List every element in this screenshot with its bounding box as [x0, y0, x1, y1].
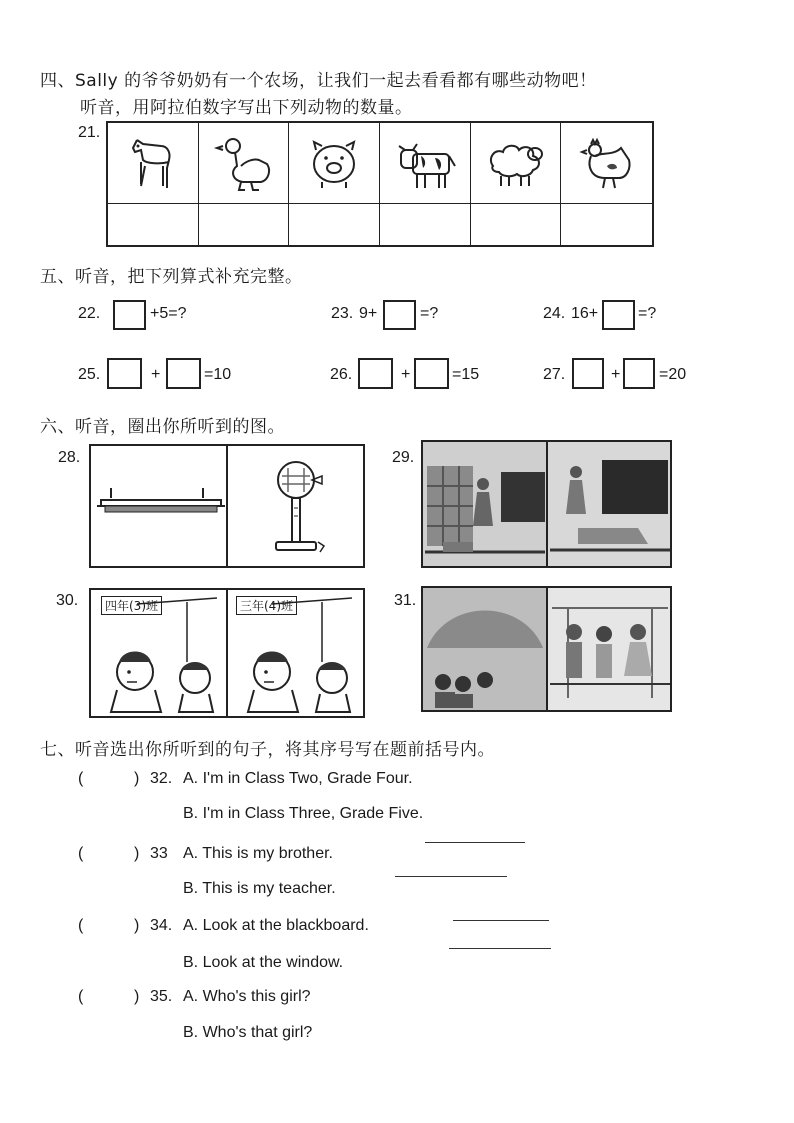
plus-sign-26: +: [401, 366, 411, 383]
picture-28-fluorescent-lamp[interactable]: [91, 446, 226, 566]
picture-28-fan[interactable]: [226, 446, 363, 566]
picture-29-girl-at-window[interactable]: [423, 442, 546, 566]
picture-pair-28: [89, 444, 365, 568]
picture-pair-30: [89, 588, 365, 718]
answer-box-22[interactable]: [113, 300, 146, 330]
sheep-icon: [471, 123, 562, 204]
section-4-instruction: 听音，用阿拉伯数字写出下列动物的数量。: [80, 98, 413, 118]
picture-31-group-in-room[interactable]: [423, 588, 546, 710]
equation-24-head: 16+: [571, 305, 599, 322]
question-number-35: 35.: [150, 988, 173, 1005]
equation-27-tail: =20: [659, 366, 687, 383]
answer-box-25b[interactable]: [166, 358, 201, 389]
picture-31-three-children[interactable]: [546, 588, 671, 710]
picture-29-girl-at-blackboard[interactable]: [546, 442, 671, 566]
answer-paren-open-35[interactable]: (: [78, 988, 84, 1005]
option-32-b: B. I'm in Class Three, Grade Five.: [183, 805, 424, 822]
option-33-b: B. This is my teacher.: [183, 880, 336, 897]
answer-box-23[interactable]: [383, 300, 416, 330]
underline-mark: [425, 842, 525, 843]
section-6-title: 六、听音，圈出你所听到的图。: [40, 417, 285, 437]
section-5-title: 五、听音，把下列算式补充完整。: [40, 267, 303, 287]
question-number-32: 32.: [150, 770, 173, 787]
option-34-b: B. Look at the window.: [183, 954, 344, 971]
answer-paren-close-33[interactable]: ): [134, 845, 140, 862]
picture-pair-31: [421, 586, 672, 712]
question-number-33: 33: [150, 845, 168, 862]
answer-cell-horse[interactable]: [108, 204, 199, 245]
option-35-b: B. Who's that girl?: [183, 1024, 313, 1041]
class-sign-left: 四年(3)班: [101, 596, 162, 615]
question-number-31: 31.: [394, 592, 417, 609]
underline-mark: [453, 920, 549, 921]
question-number-21: 21.: [78, 124, 101, 141]
cow-icon: [380, 123, 471, 204]
horse-icon: [108, 123, 199, 204]
underline-mark: [449, 948, 551, 949]
question-number-24: 24.: [543, 305, 566, 322]
option-34-a: A. Look at the blackboard.: [183, 917, 369, 934]
option-32-a: A. I'm in Class Two, Grade Four.: [183, 770, 413, 787]
equation-23-tail: =?: [420, 305, 439, 322]
answer-paren-close-35[interactable]: ): [134, 988, 140, 1005]
question-number-28: 28.: [58, 449, 81, 466]
equation-25-tail: =10: [204, 366, 232, 383]
question-number-29: 29.: [392, 449, 415, 466]
class-sign-right: 三年(4)班: [236, 596, 297, 615]
answer-paren-open-33[interactable]: (: [78, 845, 84, 862]
pig-icon: [289, 123, 380, 204]
picture-30-class-sign-b[interactable]: [226, 590, 363, 716]
option-33-a: A. This is my brother.: [183, 845, 333, 862]
question-number-30: 30.: [56, 592, 79, 609]
picture-pair-29: [421, 440, 672, 568]
question-number-34: 34.: [150, 917, 173, 934]
picture-30-class-sign-a[interactable]: [91, 590, 226, 716]
question-number-23: 23.: [331, 305, 354, 322]
section-4-title: 四、Sally 的爷爷奶奶有一个农场，让我们一起去看看都有哪些动物吧！: [40, 71, 597, 91]
equation-24-tail: =?: [638, 305, 657, 322]
animal-count-table: [106, 121, 654, 247]
answer-paren-close-34[interactable]: ): [134, 917, 140, 934]
answer-cell-duck[interactable]: [199, 204, 290, 245]
answer-cell-pig[interactable]: [289, 204, 380, 245]
answer-paren-close-32[interactable]: ): [134, 770, 140, 787]
answer-paren-open-32[interactable]: (: [78, 770, 84, 787]
answer-paren-open-34[interactable]: (: [78, 917, 84, 934]
answer-box-24[interactable]: [602, 300, 635, 330]
hen-icon: [561, 123, 652, 204]
plus-sign-27: +: [611, 366, 621, 383]
answer-box-26b[interactable]: [414, 358, 449, 389]
answer-box-27a[interactable]: [572, 358, 604, 389]
answer-box-27b[interactable]: [623, 358, 655, 389]
answer-box-26a[interactable]: [358, 358, 393, 389]
option-35-a: A. Who's this girl?: [183, 988, 311, 1005]
question-number-27: 27.: [543, 366, 566, 383]
question-number-25: 25.: [78, 366, 101, 383]
underline-mark: [395, 876, 507, 877]
duck-icon: [199, 123, 290, 204]
answer-cell-sheep[interactable]: [471, 204, 562, 245]
equation-22-tail: +5=?: [150, 305, 187, 322]
answer-box-25a[interactable]: [107, 358, 142, 389]
question-number-22: 22.: [78, 305, 101, 322]
plus-sign-25: +: [151, 366, 161, 383]
answer-cell-cow[interactable]: [380, 204, 471, 245]
answer-cell-hen[interactable]: [561, 204, 652, 245]
equation-23-head: 9+: [359, 305, 378, 322]
section-7-title: 七、听音选出你所听到的句子，将其序号写在题前括号内。: [40, 740, 495, 760]
question-number-26: 26.: [330, 366, 353, 383]
equation-26-tail: =15: [452, 366, 480, 383]
